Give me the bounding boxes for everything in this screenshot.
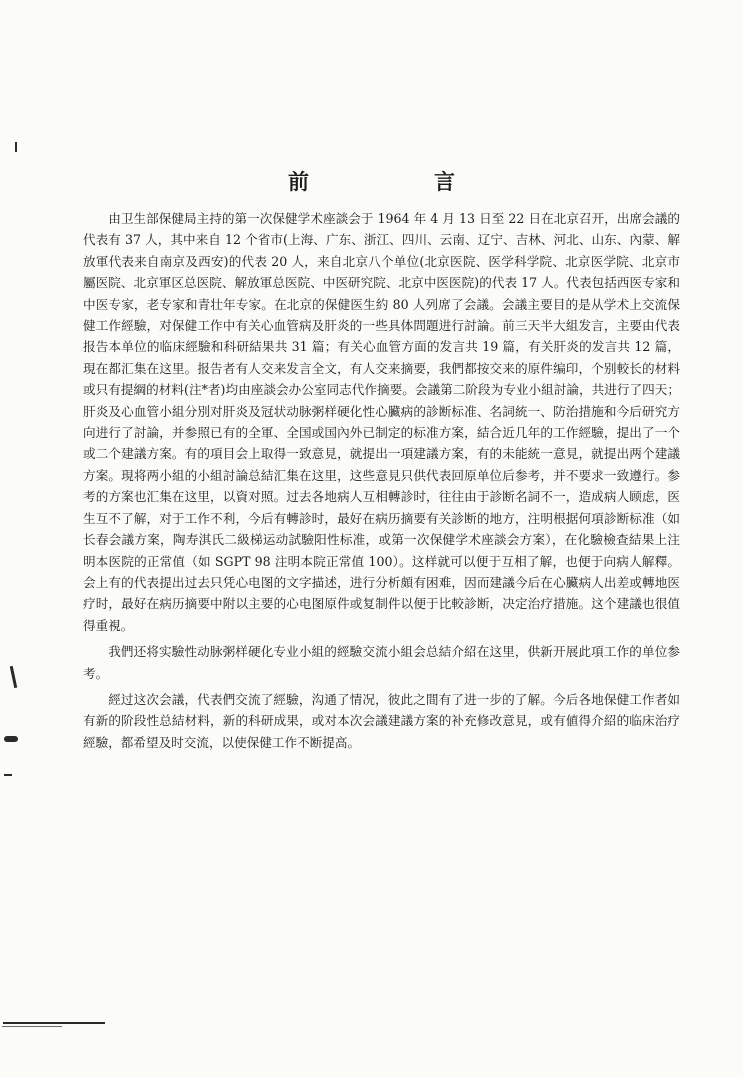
scan-speck	[15, 142, 17, 152]
body-text	[83, 208, 680, 753]
scan-speck	[4, 774, 12, 776]
paragraph-2: 我們还将实驗性动脉粥样硬化专业小組的經驗交流小組会总結介紹在这里，供新开展此項工作的单位参考。	[83, 644, 680, 681]
scan-edge-line	[3, 1022, 105, 1024]
paragraph-3: 經过这次会議，代表們交流了經驗，沟通了情况，彼此之間有了进一步的了解。今后各地保健工作者如有新的阶段性总結材料，新的科研成果，或对本次会議建議方案的补充修改意見，或有値得介紹的临床治疗經驗，都希望及时交流，以使保健工作不断提高。	[83, 691, 680, 750]
scan-speck	[4, 736, 18, 742]
scan-edge-line	[2, 1026, 62, 1027]
page-title: 前 言	[288, 169, 507, 194]
scan-speck	[10, 666, 18, 688]
paragraph-1: 由卫生部保健局主持的第一次保健学术座談会于 1964 年 4 月 13 日至 22 日在北京召开，出席会議的代表有 37 人，其中来自 12 个省市(上海、广东、浙江、四川、云南、辽宁、吉林、河北、山东、內蒙、解放軍代表来自南京及西安)的代表 20 人，来自北京八个单位(北京医院、医学科学院、北京医学院、北京市屬医院、北京軍区总医院、解放軍总医院、中医研究院、北京中医医院)的代表 17 人。代表包括西医专家和中医专家，老专家和青壮年专家。在北京的保健医生約 80 人列席了会議。会議主要目的是从学术上交流保健工作經驗，对保健工作中有关心血管病及肝炎的一些具体問題进行討論。前三天半大組发言，主要由代表报告本单位的临床經驗和科研結果共 31 篇；有关心血管方面的发言共 19 篇，有关肝炎的发言共 12 篇，現在都汇集在这里。报告者有人交来发言全文，有人交来摘要，我們都按交来的原件编印，个别較长的材料或只有提綱的材料(注*者)均由座談会办公室同志代作摘要。会議第二阶段为专业小組討論，共进行了四天；肝炎及心血管小組分別对肝炎及冠状动脉粥样硬化性心臟病的診断标准、名詞統一、防治措施和今后研究方向进行了討論，并参照已有的全軍、全国或国內外已制定的标准方案，結合近几年的工作經驗，提出了一个或二个建議方案。有的項目会上取得一致意見，就提出一項建議方案，有的未能統一意見，就提出两个建議方案。現将两小組的小組討論总結汇集在这里，这些意見只供代表回原单位后参考，并不要求一致遵行。参考的方案也汇集在这里，以資对照。过去各地病人互相轉診时，往往由于診断名詞不一，造成病人顾虑，医生互不了解，对于工作不利，今后有轉診时，最好在病历摘要有关診断的地方，注明根据何項診断标准（如长春会議方案，陶寿淇氏二級梯运动試驗阳性标准，或第一次保健学术座談会方案），在化驗檢查結果上注明本医院的正常值（如 SGPT 98 注明本院正常值 100）。这样就可以便于互相了解，也便于向病人解釋。会上有的代表提出过去只凭心电图的文字描述，进行分析頗有困难，因而建議今后在心臟病人出差或轉地医疗时，最好在病历摘要中附以主要的心电图原件或复制件以便于比較診断，决定治疗措施。这个建議也很值得重視。	[83, 211, 680, 633]
